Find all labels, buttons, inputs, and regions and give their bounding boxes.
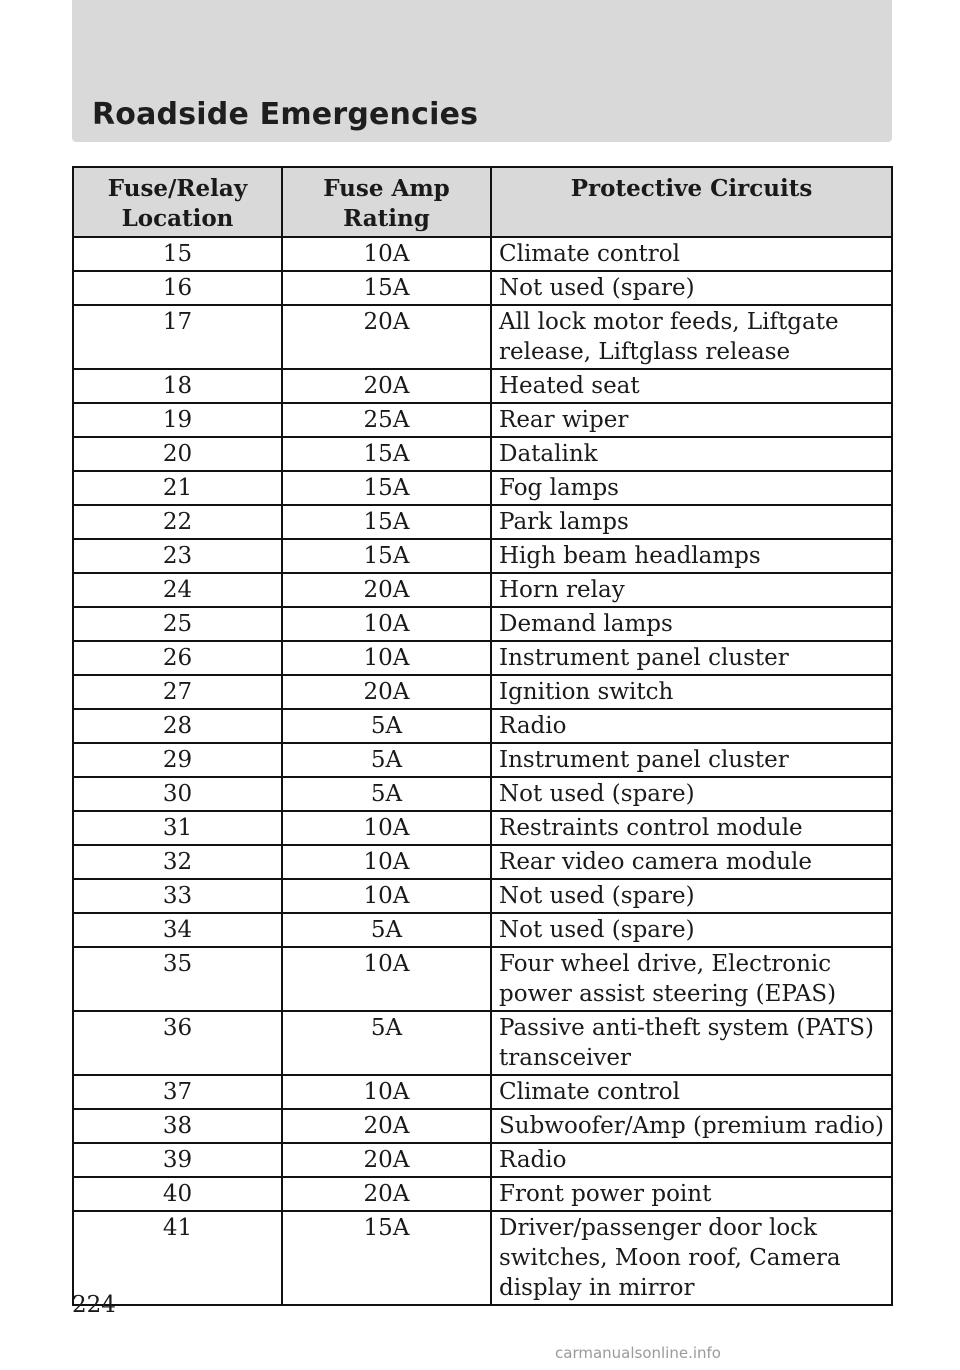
fuse-location-cell: 34 xyxy=(73,913,282,947)
protective-circuits-cell xyxy=(491,1143,892,1177)
protective-circuits-cell xyxy=(491,879,892,913)
column-header-circuits-line1: Protective Circuits xyxy=(570,175,813,202)
fuse-location-cell: 39 xyxy=(73,1143,282,1177)
fuse-table xyxy=(72,166,893,1306)
protective-circuits-line: Instrument panel cluster xyxy=(499,645,789,671)
protective-circuits-cell xyxy=(491,607,892,641)
fuse-location-cell: 27 xyxy=(73,675,282,709)
protective-circuits-line: Not used (spare) xyxy=(499,781,695,807)
fuse-location-cell: 24 xyxy=(73,573,282,607)
fuse-table-header xyxy=(73,167,892,237)
protective-circuits-line: Not used (spare) xyxy=(499,275,695,301)
protective-circuits-line: All lock motor feeds, Liftgate xyxy=(499,309,839,335)
fuse-location-cell: 32 xyxy=(73,845,282,879)
table-row xyxy=(73,845,892,879)
protective-circuits-line: Park lamps xyxy=(499,509,629,535)
protective-circuits-cell xyxy=(491,471,892,505)
fuse-rating-cell: 10A xyxy=(282,641,491,675)
fuse-location-cell: 29 xyxy=(73,743,282,777)
fuse-rating-cell: 10A xyxy=(282,1075,491,1109)
fuse-rating-cell: 10A xyxy=(282,879,491,913)
protective-circuits-cell xyxy=(491,505,892,539)
protective-circuits-cell xyxy=(491,675,892,709)
fuse-location-cell: 18 xyxy=(73,369,282,403)
protective-circuits-cell xyxy=(491,1109,892,1143)
fuse-rating-cell: 25A xyxy=(282,403,491,437)
fuse-location-cell: 22 xyxy=(73,505,282,539)
column-header-location-line1: Fuse/Relay xyxy=(107,175,248,202)
protective-circuits-cell xyxy=(491,539,892,573)
fuse-rating-cell: 20A xyxy=(282,573,491,607)
fuse-rating-cell: 20A xyxy=(282,1177,491,1211)
protective-circuits-line: Restraints control module xyxy=(499,815,803,841)
fuse-rating-cell: 15A xyxy=(282,437,491,471)
table-row xyxy=(73,305,892,369)
protective-circuits-line: Demand lamps xyxy=(499,611,673,637)
protective-circuits-line: Not used (spare) xyxy=(499,883,695,909)
table-row xyxy=(73,403,892,437)
table-row xyxy=(73,1177,892,1211)
table-row xyxy=(73,573,892,607)
protective-circuits-line: Driver/passenger door lock xyxy=(499,1215,817,1241)
protective-circuits-line: Ignition switch xyxy=(499,679,674,705)
table-row xyxy=(73,709,892,743)
fuse-rating-cell: 5A xyxy=(282,777,491,811)
protective-circuits-line: Subwoofer/Amp (premium radio) xyxy=(499,1113,885,1139)
fuse-location-cell: 30 xyxy=(73,777,282,811)
table-row xyxy=(73,471,892,505)
protective-circuits-cell xyxy=(491,947,892,1011)
fuse-rating-cell: 20A xyxy=(282,1109,491,1143)
protective-circuits-cell xyxy=(491,743,892,777)
protective-circuits-line: transceiver xyxy=(499,1045,632,1071)
protective-circuits-cell xyxy=(491,641,892,675)
fuse-rating-cell: 20A xyxy=(282,1143,491,1177)
table-row xyxy=(73,743,892,777)
protective-circuits-cell xyxy=(491,1011,892,1075)
table-row xyxy=(73,1143,892,1177)
protective-circuits-cell xyxy=(491,845,892,879)
header-row xyxy=(73,167,892,237)
fuse-location-cell: 41 xyxy=(73,1211,282,1305)
section-title: Roadside Emergencies xyxy=(92,97,479,132)
fuse-location-cell: 19 xyxy=(73,403,282,437)
protective-circuits-cell xyxy=(491,369,892,403)
protective-circuits-line: Heated seat xyxy=(499,373,640,399)
protective-circuits-cell xyxy=(491,573,892,607)
table-row xyxy=(73,1075,892,1109)
protective-circuits-cell xyxy=(491,1211,892,1305)
protective-circuits-line: Horn relay xyxy=(499,577,625,603)
protective-circuits-cell xyxy=(491,1177,892,1211)
fuse-rating-cell: 10A xyxy=(282,607,491,641)
fuse-rating-cell: 15A xyxy=(282,1211,491,1305)
fuse-table-body xyxy=(73,237,892,1305)
protective-circuits-line: Radio xyxy=(499,1147,567,1173)
fuse-rating-cell: 20A xyxy=(282,305,491,369)
column-header-circuits xyxy=(491,167,892,237)
protective-circuits-line: Not used (spare) xyxy=(499,917,695,943)
fuse-location-cell: 21 xyxy=(73,471,282,505)
fuse-rating-cell: 5A xyxy=(282,709,491,743)
fuse-location-cell: 15 xyxy=(73,237,282,271)
table-row xyxy=(73,505,892,539)
fuse-location-cell: 31 xyxy=(73,811,282,845)
protective-circuits-cell xyxy=(491,237,892,271)
fuse-rating-cell: 10A xyxy=(282,811,491,845)
protective-circuits-line: Rear wiper xyxy=(499,407,629,433)
column-header-rating-line1: Fuse Amp xyxy=(323,175,450,202)
table-row xyxy=(73,271,892,305)
fuse-rating-cell: 10A xyxy=(282,947,491,1011)
protective-circuits-cell xyxy=(491,271,892,305)
table-row xyxy=(73,437,892,471)
fuse-location-cell: 23 xyxy=(73,539,282,573)
fuse-location-cell: 16 xyxy=(73,271,282,305)
protective-circuits-line: power assist steering (EPAS) xyxy=(499,981,837,1007)
fuse-rating-cell: 15A xyxy=(282,505,491,539)
table-row xyxy=(73,675,892,709)
fuse-rating-cell: 10A xyxy=(282,237,491,271)
protective-circuits-line: Rear video camera module xyxy=(499,849,812,875)
protective-circuits-line: Front power point xyxy=(499,1181,712,1207)
table-row xyxy=(73,1011,892,1075)
fuse-rating-cell: 5A xyxy=(282,913,491,947)
table-row xyxy=(73,369,892,403)
page-number: 224 xyxy=(72,1292,116,1318)
fuse-location-cell: 40 xyxy=(73,1177,282,1211)
protective-circuits-line: Datalink xyxy=(499,441,598,467)
table-row xyxy=(73,237,892,271)
table-row xyxy=(73,539,892,573)
fuse-location-cell: 35 xyxy=(73,947,282,1011)
protective-circuits-cell xyxy=(491,777,892,811)
fuse-rating-cell: 20A xyxy=(282,369,491,403)
protective-circuits-line: Four wheel drive, Electronic xyxy=(499,951,832,977)
protective-circuits-cell xyxy=(491,811,892,845)
protective-circuits-cell xyxy=(491,1075,892,1109)
column-header-rating xyxy=(282,167,491,237)
fuse-location-cell: 33 xyxy=(73,879,282,913)
column-header-location-line2: Location xyxy=(121,205,234,232)
protective-circuits-line: Radio xyxy=(499,713,567,739)
protective-circuits-line: Climate control xyxy=(499,241,680,267)
fuse-rating-cell: 10A xyxy=(282,845,491,879)
fuse-rating-cell: 20A xyxy=(282,675,491,709)
protective-circuits-cell xyxy=(491,709,892,743)
protective-circuits-line: Passive anti-theft system (PATS) xyxy=(499,1015,874,1041)
protective-circuits-line: Fog lamps xyxy=(499,475,619,501)
protective-circuits-cell xyxy=(491,913,892,947)
column-header-rating-line2: Rating xyxy=(343,205,430,232)
protective-circuits-line: High beam headlamps xyxy=(499,543,761,569)
protective-circuits-cell xyxy=(491,305,892,369)
watermark: carmanualsonline.info xyxy=(555,1344,721,1362)
protective-circuits-line: release, Liftglass release xyxy=(499,339,791,365)
table-row xyxy=(73,641,892,675)
table-row xyxy=(73,1211,892,1305)
fuse-location-cell: 37 xyxy=(73,1075,282,1109)
protective-circuits-cell xyxy=(491,437,892,471)
fuse-rating-cell: 15A xyxy=(282,271,491,305)
fuse-rating-cell: 5A xyxy=(282,743,491,777)
fuse-location-cell: 26 xyxy=(73,641,282,675)
fuse-location-cell: 38 xyxy=(73,1109,282,1143)
fuse-rating-cell: 5A xyxy=(282,1011,491,1075)
table-row xyxy=(73,811,892,845)
table-row xyxy=(73,607,892,641)
fuse-location-cell: 25 xyxy=(73,607,282,641)
table-row xyxy=(73,913,892,947)
table-row xyxy=(73,1109,892,1143)
protective-circuits-line: display in mirror xyxy=(499,1275,695,1301)
table-row xyxy=(73,947,892,1011)
fuse-location-cell: 28 xyxy=(73,709,282,743)
protective-circuits-line: switches, Moon roof, Camera xyxy=(499,1245,841,1271)
column-header-location xyxy=(73,167,282,237)
table-row xyxy=(73,879,892,913)
fuse-location-cell: 17 xyxy=(73,305,282,369)
fuse-rating-cell: 15A xyxy=(282,539,491,573)
protective-circuits-line: Climate control xyxy=(499,1079,680,1105)
fuse-rating-cell: 15A xyxy=(282,471,491,505)
table-row xyxy=(73,777,892,811)
protective-circuits-line: Instrument panel cluster xyxy=(499,747,789,773)
protective-circuits-cell xyxy=(491,403,892,437)
fuse-location-cell: 36 xyxy=(73,1011,282,1075)
fuse-location-cell: 20 xyxy=(73,437,282,471)
